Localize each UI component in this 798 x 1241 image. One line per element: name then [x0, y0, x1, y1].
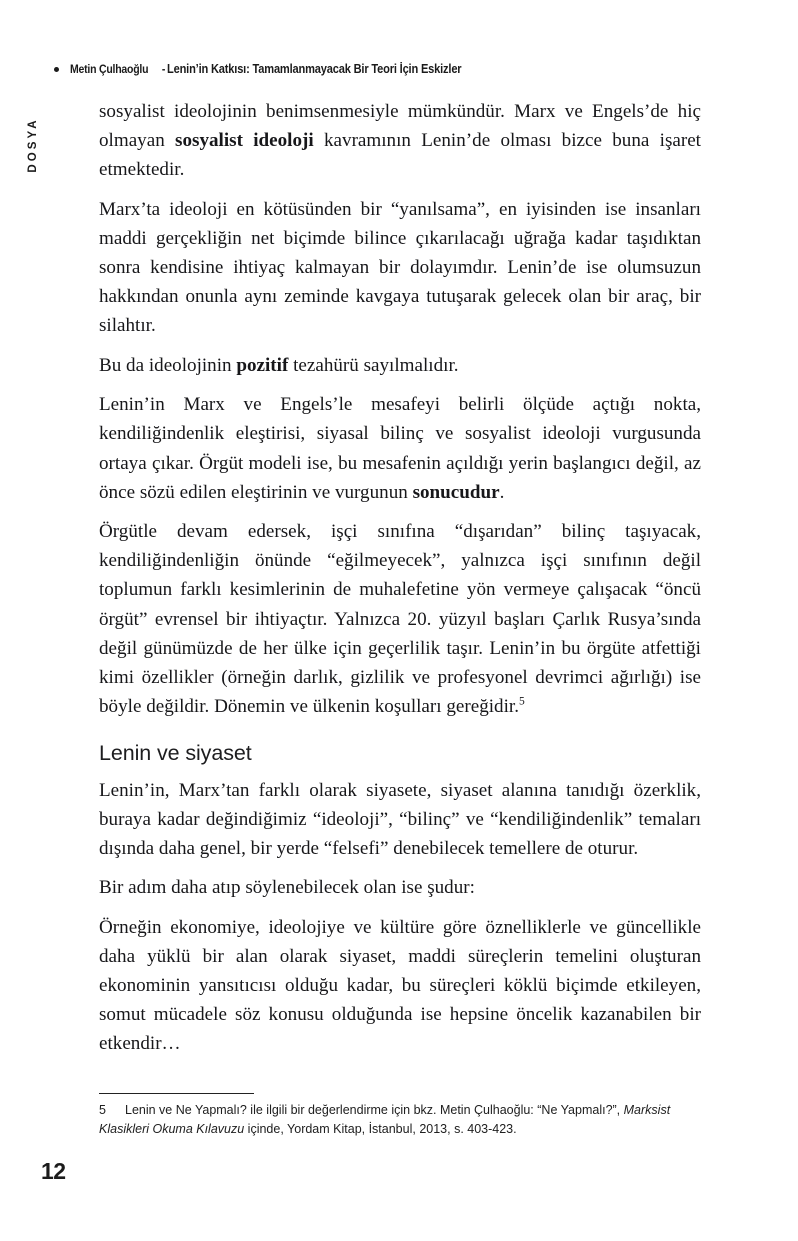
paragraph-text: Örgütle devam edersek, işçi sınıfına “dışarıdan” bilinç taşıyacak, kendiliğindenliğin önünde “eğilmeyecek”, yalnızca işçi sınıfının değil toplumun farklı kesimlerinin de muhalefetine yön vermeye çalışacak “öncü örgüt” evrensel bir ihtiyaçtır. Yalnızca 20. yüzyıl başları Çarlık Rusya’sında değil günümüzde de her ülke için geçerlilik taşır. Lenin’in bu örgüte atfettiği kimi özellikler (örneğin darlık, gizlilik ve profesyonel devrimci ağırlığı) ise böyle değildir. Dönemin ve ülkenin koşulları gereğidir. [99, 521, 701, 717]
side-section-label-text: DOSYA [27, 117, 39, 173]
body-text-column [99, 97, 701, 1059]
footnote-number: 5 [99, 1103, 106, 1117]
footnote-run: içinde, Yordam Kitap, İstanbul, 2013, s. 403-423. [244, 1122, 517, 1136]
paragraph-group-before-heading [99, 97, 701, 721]
footnote-reference[interactable]: 5 [518, 695, 525, 708]
paragraph-text: Marx’ta ideoloji en kötüsünden bir “yanılsama”, en iyisinden ise insanları maddi gerçekliğin net biçimde bilince çıkarılacağı uğrağa kadar taşıdıktan sonra kendisine ihtiyaç kalmayan bir dolayımdır. Lenin’de ise olumsuzun hakkından onunla aynı zeminde kavgaya tutuşarak gelecek olan bir araç, bir silahtır. [99, 198, 701, 337]
paragraph-text: kavramının Lenin’de olması bizce buna işaret etmektedir. [99, 130, 701, 181]
body-paragraph [99, 390, 701, 506]
header-author: Metin Çulhaoğlu [70, 62, 149, 76]
paragraph-text: . [499, 481, 505, 503]
paragraph-group-after-heading [99, 776, 701, 1059]
footnote-body [99, 1103, 670, 1136]
paragraph-text: tezahürü sayılmalıdır. [288, 354, 459, 376]
paragraph-text: Lenin’in, Marx’tan farklı olarak siyasete, siyaset alanına tanıdığı özerklik, buraya kadar değindiğimiz “ideoloji”, “bilinç” ve “kendiliğindenlik” temaları dışında daha genel, bir yerde “felsefi” denebilecek temellere de oturur. [99, 779, 701, 859]
header-article-title: Lenin’in Katkısı: Tamamlanmayacak Bir Teori İçin Eskizler [167, 62, 462, 76]
section-heading: Lenin ve siyaset [99, 740, 252, 765]
bullet-icon [54, 67, 59, 72]
paragraph-text: Lenin’in Marx ve Engels’le mesafeyi belirli ölçüde açtığı nokta, kendiliğindenlik eleştirisi, siyasal bilinç ve sosyalist ideoloji vurgusunda ortaya çıkar. Örgüt modeli ise, bu mesafenin açıldığı yerin başlangıcı değil, az önce sözü edilen eleştirinin ve vurgunun [99, 394, 701, 503]
body-paragraph [99, 517, 701, 721]
body-paragraph [99, 195, 701, 340]
paragraph-text: Bu da ideolojinin [99, 354, 237, 376]
running-header [54, 62, 754, 76]
body-paragraph [99, 913, 701, 1058]
emphasized-text: sonucudur [412, 481, 500, 503]
footnote-block [99, 1093, 699, 1139]
body-paragraph [99, 873, 701, 902]
emphasized-text: sosyalist ideoloji [175, 130, 314, 152]
paragraph-text: sosyalist ideolojinin benimsenmesiyle mümkündür. Marx ve Engels’de hiç olmayan [99, 101, 701, 152]
side-section-label [22, 100, 44, 190]
header-separator: - [161, 62, 166, 76]
footnote-text [99, 1101, 699, 1139]
body-paragraph [99, 97, 701, 184]
paragraph-text: Bir adım daha atıp söylenebilecek olan ise şudur: [99, 877, 475, 899]
page-number: 12 [41, 1158, 66, 1184]
emphasized-text: pozitif [236, 354, 289, 376]
footnote-separator-rule [99, 1093, 254, 1094]
footnote-title-italic: Marksist Klasikleri Okuma Kılavuzu [99, 1103, 671, 1136]
paragraph-text: Örneğin ekonomiye, ideolojiye ve kültüre göre öznelliklerle ve güncellikle daha yüklü bir alan olarak siyaset, maddi süreçlerin temelini oluşturan ekonominin yansıtıcısı olduğu kadar, bu süreçleri köklü biçimde etkileyen, somut mücadele söz konusu olduğunda ise hepsine öncelik kazanabilen bir etkendir… [99, 917, 701, 1055]
body-paragraph [99, 776, 701, 863]
footnote-run: Lenin ve Ne Yapmalı? ile ilgili bir değerlendirme için bkz. Metin Çulhaoğlu: “Ne Yapmalı?”, [125, 1103, 624, 1117]
body-paragraph [99, 351, 701, 380]
